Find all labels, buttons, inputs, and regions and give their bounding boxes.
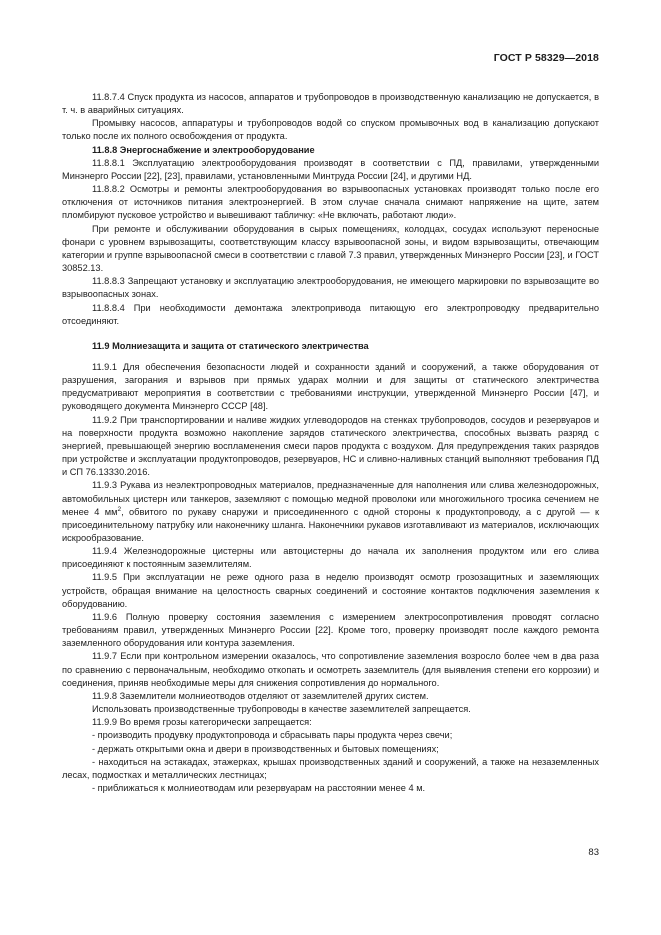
paragraph-11-9-3-part-a: 11.9.3 Рукава из неэлектропроводных материалов, предназначенные для наполнения или слива железнодорожных, автомобильных цистерн или танкеров, заземляют с помощью медной проволоки или многожильного тросика сечением не менее 4 мм bbox=[62, 480, 599, 517]
paragraph-11-9-3-part-b: , обвитого по рукаву снаружи и присоединенного с одной стороны к продуктопроводу, а с другой — к присоединительному патрубку или наконечнику шланга. Наконечники рукавов изготавливают из материалов, исключающих искрообразование. bbox=[62, 506, 599, 543]
paragraph-11-9-8: 11.9.8 Заземлители молниеотводов отделяют от заземлителей других систем. bbox=[92, 690, 429, 701]
paragraph-11-9-3 bbox=[62, 479, 599, 545]
superscript-square: 2 bbox=[117, 505, 122, 513]
paragraph-11-9-5: 11.9.5 При эксплуатации не реже одного раза в неделю производят осмотр грозозащитных и заземляющих устройств, обращая внимание на целостность сварных соединений и состояние контактов подключения заземления к оборудованию. bbox=[62, 572, 599, 609]
list-item-overpasses: - находиться на эстакадах, этажерках, крышах производственных зданий и сооружений, а также на незаземленных лесах, подмостках и металлических лестницах; bbox=[62, 756, 599, 780]
list-item-windows-doors: - держать открытыми окна и двери в производственных и бытовых помещениях; bbox=[92, 743, 439, 754]
paragraph-11-9-1: 11.9.1 Для обеспечения безопасности людей и сохранности зданий и сооружений, а также оборудования от разрушения, загорания и взрывов при прямых ударах молнии и для защиты от статического электричества предусматривают мероприятия в соответствии с требованиями инструкции, утвержденной Минэнерго России [47], и руководящего документа Минэнерго СССР [48]. bbox=[62, 361, 599, 412]
paragraph-11-9-4: 11.9.4 Железнодорожные цистерны или автоцистерны до начала их заполнения продуктом или его слива присоединяют к постоянным заземлителям. bbox=[62, 546, 599, 570]
page-number: 83 bbox=[588, 847, 599, 858]
paragraph-11-8-8-3: 11.8.8.3 Запрещают установку и эксплуатацию электрооборудования, не имеющего маркировки по взрывозащите во взрывоопасных зонах. bbox=[62, 276, 599, 300]
paragraph-11-9-6: 11.9.6 Полную проверку состояния заземления с измерением электросопротивления проводят согласно требованиям правил, утвержденных Минэнерго России [22]. Кроме того, проверку производят после каждого ремонта заземленного оборудования или контура заземления. bbox=[62, 611, 599, 649]
paragraph-11-8-7-4: 11.8.7.4 Спуск продукта из насосов, аппаратов и трубопроводов в производственную канализацию не допускается, в т. ч. в аварийных ситуациях. bbox=[62, 92, 599, 116]
page-header-standard-code: ГОСТ Р 58329—2018 bbox=[493, 52, 599, 64]
heading-11-9: 11.9 Молниезащита и защита от статического электричества bbox=[92, 340, 369, 351]
paragraph-11-9-7: 11.9.7 Если при контрольном измерении оказалось, что сопротивление заземления возросло более чем в два раза по сравнению с первоначальным, необходимо откопать и осмотреть заземлитель (для выявления степени его коррозии) и соединения, приняв необходимые меры для снижения сопротивления до нормального. bbox=[62, 651, 599, 688]
paragraph-flushing: Промывку насосов, аппаратуры и трубопроводов водой со спуском промывочных вод в канализацию допускают только после их полного освобождения от продукта. bbox=[62, 118, 599, 142]
paragraph-11-9-2: 11.9.2 При транспортировании и наливе жидких углеводородов на стенках трубопроводов, сосудов и резервуаров и на поверхности продукта возможно накопление зарядов статического электричества, способных вызвать разряд с энергией, превышающей энергию воспламенения смеси паров продукта с воздухом. Для предупреждения таких разрядов при устройстве и эксплуатации продуктопроводов, резервуаров, НС и сливно-наливных станций выполняют требования ПД и СП 76.13330.2016. bbox=[62, 414, 599, 478]
paragraph-11-8-8-1: 11.8.8.1 Эксплуатацию электрооборудования производят в соответствии с ПД, правилами, утвержденными Минэнерго России [22], [23], правилами, установленными Минтруда России [24], и другими НД. bbox=[62, 157, 599, 181]
list-item-purging: - производить продувку продуктопровода и сбрасывать пары продукта через свечи; bbox=[92, 730, 453, 741]
paragraph-pipes-prohibited: Использовать производственные трубопроводы в качестве заземлителей запрещается. bbox=[92, 704, 471, 715]
document-body bbox=[62, 91, 599, 795]
list-item-lightning-rods: - приближаться к молниеотводам или резервуарам на расстоянии менее 4 м. bbox=[92, 782, 426, 793]
paragraph-11-8-8-4: 11.8.8.4 При необходимости демонтажа электропривода питающую его электропроводку предварительно отсоединяют. bbox=[62, 302, 599, 326]
heading-11-8-8: 11.8.8 Энергоснабжение и электрооборудование bbox=[92, 144, 315, 155]
paragraph-11-8-8-2: 11.8.8.2 Осмотры и ремонты электрооборудования во взрывоопасных установках производят только после его отключения от источников питания электроэнергией. В этом случае сначала снимают напряжение на щите, затем пломбируют пусковое устройство и вывешивают табличку: «Не включать, работают люди». bbox=[62, 184, 599, 221]
paragraph-repair-lamps: При ремонте и обслуживании оборудования в сырых помещениях, колодцах, сосудах используют переносные фонари с уровнем взрывозащиты, соответствующим классу взрывоопасной зоны, и видом взрывозащиты, отвечающим категории и группе взрывоопасной смеси в соответствии с главой 7.3 правил, утвержденных Минэнерго России [23], и ГОСТ 30852.13. bbox=[62, 223, 599, 274]
paragraph-11-9-9: 11.9.9 Во время грозы категорически запрещается: bbox=[92, 717, 312, 728]
